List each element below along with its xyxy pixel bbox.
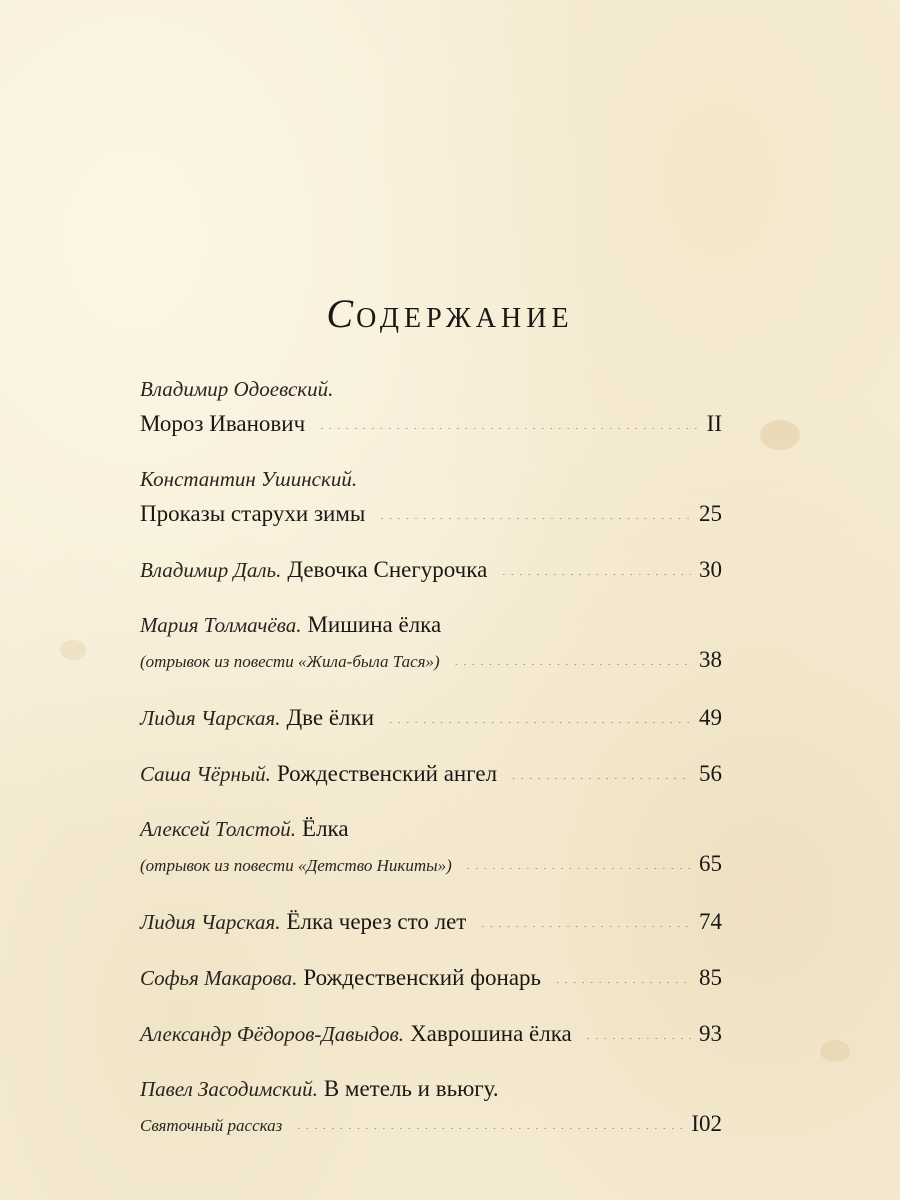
entry-page-number: 93 <box>699 1021 722 1046</box>
dot-leader <box>388 700 691 723</box>
toc-entry[interactable] <box>140 608 722 680</box>
entry-page-number: 56 <box>699 761 722 786</box>
entry-title: Рождественский ангел <box>276 761 498 786</box>
dot-leader <box>501 552 691 575</box>
entry-title: Рождественский фонарь <box>303 965 542 990</box>
entry-author: Алексей Толстой. <box>140 817 297 841</box>
entry-title: Девочка Снегурочка <box>287 557 488 582</box>
toc-entry[interactable] <box>140 462 722 532</box>
toc-entry[interactable] <box>140 960 722 996</box>
entry-page-number: 49 <box>699 705 722 730</box>
dot-leader <box>466 846 691 869</box>
entry-title: Ёлка через сто лет <box>286 909 467 934</box>
paper-stain <box>820 1040 850 1062</box>
entry-page-number: 38 <box>699 647 722 672</box>
entry-title: Хаврошина ёлка <box>410 1021 572 1046</box>
entry-subtitle: (отрывок из повести «Жила-была Тася») <box>140 652 440 671</box>
dot-leader <box>319 406 699 429</box>
entry-page-number: I02 <box>691 1111 722 1136</box>
toc-entry[interactable] <box>140 372 722 442</box>
toc-entry[interactable] <box>140 812 722 884</box>
entry-page-number: 65 <box>699 851 722 876</box>
entry-subtitle: Святочный рассказ <box>140 1116 283 1135</box>
entry-page-number: 30 <box>699 557 722 582</box>
entry-title: Мороз Иванович <box>140 411 306 436</box>
entry-author: Владимир Даль. <box>140 558 282 582</box>
dot-leader <box>586 1016 691 1039</box>
entry-author: Лидия Чарская. <box>140 706 281 730</box>
entry-page-number: II <box>706 411 722 436</box>
entry-author: Саша Чёрный. <box>140 762 271 786</box>
title-rest: ОДЕРЖАНИЕ <box>356 303 574 334</box>
entry-title: Две ёлки <box>286 705 375 730</box>
entry-author: Софья Макарова. <box>140 966 298 990</box>
entry-author: Павел Засодимский. <box>140 1077 318 1101</box>
toc-entry[interactable] <box>140 1016 722 1052</box>
paper-stain <box>760 420 800 450</box>
entry-author: Александр Фёдоров-Давыдов. <box>140 1022 405 1046</box>
dot-leader <box>555 960 691 983</box>
dot-leader <box>480 904 691 927</box>
toc-entry[interactable] <box>140 552 722 588</box>
entry-author: Владимир Одоевский. <box>140 377 334 401</box>
entry-title: Ёлка <box>302 816 349 841</box>
toc-entry[interactable] <box>140 700 722 736</box>
entry-page-number: 74 <box>699 909 722 934</box>
toc-entry[interactable] <box>140 904 722 940</box>
entry-title: В метель и вьюгу. <box>323 1076 499 1101</box>
dot-leader <box>379 496 691 519</box>
table-of-contents <box>140 372 722 1164</box>
entry-author: Лидия Чарская. <box>140 910 281 934</box>
entry-author: Мария Толмачёва. <box>140 613 302 637</box>
paper-stain <box>60 640 86 660</box>
title-initial: С <box>326 291 357 336</box>
entry-page-number: 85 <box>699 965 722 990</box>
dot-leader <box>296 1106 683 1129</box>
entry-title: Проказы старухи зимы <box>140 501 366 526</box>
toc-entry[interactable] <box>140 1072 722 1144</box>
dot-leader <box>511 756 691 779</box>
entry-page-number: 25 <box>699 501 722 526</box>
page-title <box>0 290 900 337</box>
toc-entry[interactable] <box>140 756 722 792</box>
entry-title: Мишина ёлка <box>307 612 442 637</box>
entry-author: Константин Ушинский. <box>140 467 358 491</box>
dot-leader <box>454 642 691 665</box>
entry-subtitle: (отрывок из повести «Детство Никиты») <box>140 856 452 875</box>
